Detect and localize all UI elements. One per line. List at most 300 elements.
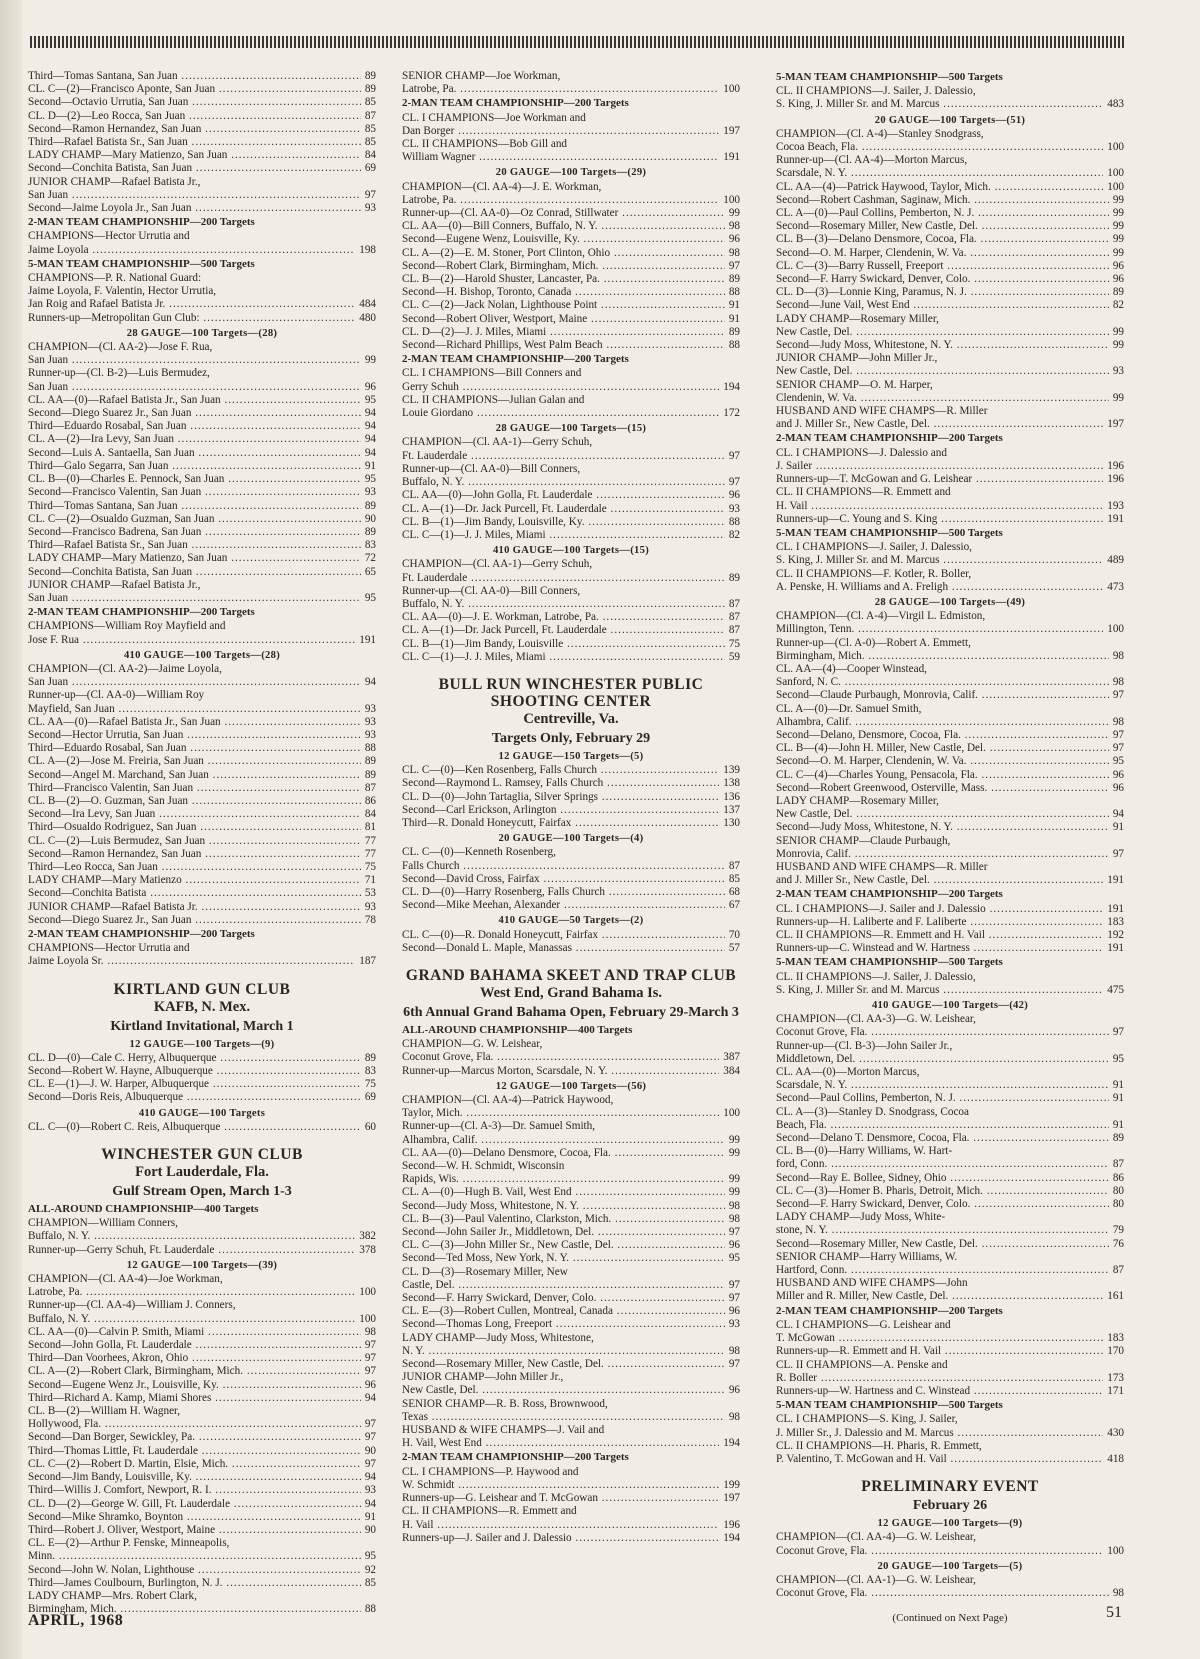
result-entry [402, 1147, 740, 1160]
entry-line: Runner-up—(Cl. A-3)—Dr. Samuel Smith, [402, 1120, 596, 1133]
entry-score: 97 [728, 1278, 740, 1291]
entry-score: 100 [723, 1107, 740, 1120]
entry-score: 97 [364, 1418, 376, 1431]
club-name: PRELIMINARY EVENT [861, 1478, 1039, 1496]
entry-score: 183 [1107, 1332, 1124, 1345]
entry-score: 77 [364, 847, 376, 860]
result-entry [402, 286, 740, 299]
entry-name: San Juan ..... [28, 381, 361, 394]
entry-name: Millington, Tenn. ..... [776, 623, 1103, 636]
result-entry [402, 1134, 740, 1147]
entry-score: 96 [1112, 273, 1124, 286]
entry-score: 192 [1107, 929, 1124, 941]
result-entry [402, 247, 740, 260]
entry-score: 96 [1112, 781, 1124, 794]
entry-score: 89 [364, 70, 376, 82]
result-entry [28, 1091, 376, 1104]
result-entry [776, 755, 1124, 768]
entry-name: CL. B—(4)—John H. Miller, New Castle, Del. ..... [776, 742, 1109, 755]
entry-name: CL. C—(2)—Luis Bermudez, San Juan ..... [28, 835, 361, 848]
entry-line: Runner-up—(Cl. B-2)—Luis Bermudez, [28, 367, 210, 380]
championship-heading: 5-MAN TEAM CHAMPIONSHIP—500 Targets [28, 257, 255, 270]
result-entry [776, 1079, 1124, 1092]
entry-score: 97 [728, 1292, 740, 1305]
entry-score: 387 [723, 1051, 740, 1064]
result-entry [402, 516, 740, 529]
entry-name: New Castle, Del. ..... [776, 326, 1109, 339]
entry-score: 75 [364, 1078, 376, 1091]
result-entry [402, 125, 740, 138]
gauge-heading: 12 GAUGE—150 Targets—(5) [498, 750, 644, 762]
entry-name: Runners-up—H. Laliberte and F. Laliberte ..... [776, 916, 1103, 929]
entry-name: CL. II CHAMPIONS—R. Emmett and H. Vail ..... [776, 929, 1103, 942]
entry-name: Buffalo, N. Y. ..... [402, 476, 725, 489]
entry-score: 72 [364, 552, 376, 565]
result-entry [402, 1200, 740, 1213]
result-entry [402, 942, 740, 955]
result-entry [776, 848, 1124, 861]
entry-score: 99 [1112, 220, 1124, 233]
entry-name: Second—Donald L. Maple, Manassas ..... [402, 942, 725, 955]
result-entry [28, 513, 376, 526]
entry-line: LADY CHAMP—Judy Moss, White- [776, 1211, 946, 1224]
entry-score: 85 [364, 122, 376, 135]
result-entry [776, 903, 1124, 916]
entry-line: CHAMPIONS—Hector Urrutia and [28, 942, 190, 955]
result-entry [28, 874, 376, 887]
entry-name: and J. Miller Sr., New Castle, Del. ..... [776, 874, 1103, 887]
entry-name: S. King, J. Miller Sr. and M. Marcus ..... [776, 98, 1103, 111]
entry-line: CL. B—(2)—William H. Wagner, [28, 1405, 181, 1418]
entry-name: Third—Tomas Santana, San Juan ..... [28, 70, 361, 83]
result-entry [776, 392, 1124, 405]
result-entry [402, 1239, 740, 1252]
entry-name: Runners-up—J. Sailer and J. Dalessio ..... [402, 1532, 719, 1545]
entry-score: 82 [728, 528, 740, 541]
entry-score: 95 [364, 473, 376, 486]
championship-heading: 2-MAN TEAM CHAMPIONSHIP—200 Targets [776, 1304, 1003, 1317]
entry-line: CL. II CHAMPIONS—Bob Gill and [402, 138, 568, 151]
entry-score: 98 [728, 246, 740, 259]
entry-score: 91 [1112, 1118, 1124, 1131]
entry-score: 85 [364, 1576, 376, 1589]
result-entry [28, 729, 376, 742]
entry-name: Second—Dan Borger, Sewickley, Pa. ..... [28, 1431, 361, 1444]
entry-score: 99 [1112, 325, 1124, 338]
result-entry [776, 167, 1124, 180]
entry-name: Alhambra, Calif. ..... [402, 1134, 725, 1147]
entry-score: 418 [1107, 1452, 1124, 1465]
result-entry [776, 326, 1124, 339]
entry-name: CL. A—(1)—Dr. Jack Purcell, Ft. Lauderdale ..... [402, 624, 725, 637]
championship-heading: 5-MAN TEAM CHAMPIONSHIP—500 Targets [776, 956, 1003, 969]
result-entry [28, 381, 376, 394]
entry-score: 187 [359, 955, 376, 968]
entry-line: CHAMPION—(Cl. AA-4)—Joe Workman, [28, 1273, 223, 1286]
entry-name: Hollywood, Fla. ..... [28, 1418, 361, 1431]
entry-line: CL. AA—(0)—Morton Marcus, [776, 1066, 920, 1079]
continued-note: (Continued on Next Page) [892, 1612, 1008, 1625]
entry-name: Runner-up—Marcus Morton, Scarsdale, N. Y. ..... [402, 1065, 719, 1078]
entry-name: Third—Willis J. Comfort, Newport, R. I. ..... [28, 1484, 361, 1497]
entry-score: 91 [364, 459, 376, 472]
entry-name: Middletown, Del. ..... [776, 1053, 1109, 1066]
entry-name: Second—Claude Purbaugh, Monrovia, Calif. ..... [776, 689, 1109, 702]
entry-name: Latrobe, Pa. ..... [402, 83, 719, 96]
entry-name: Buffalo, N. Y. ..... [402, 598, 725, 611]
entry-score: 98 [364, 1325, 376, 1338]
entry-name: Second—Carl Erickson, Arlington ..... [402, 804, 719, 817]
entry-line: Runner-up—(Cl. AA-0)—William Roy [28, 689, 205, 702]
result-entry [28, 1511, 376, 1524]
entry-line: CHAMPION—(Cl. AA-1)—Gerry Schuh, [402, 558, 593, 571]
result-entry [402, 1384, 740, 1397]
result-entry [402, 503, 740, 516]
entry-name: Runner-up—(Cl. AA-0)—Oz Conrad, Stillwater ..... [402, 207, 725, 220]
entry-score: 161 [1107, 1290, 1124, 1303]
entry-name: Sanford, N. C. ..... [776, 676, 1109, 689]
entry-score: 99 [1112, 207, 1124, 220]
entry-name: Third—Eduardo Rosabal, San Juan ..... [28, 420, 361, 433]
result-entry [28, 901, 376, 914]
entry-name: CL. E—(1)—J. W. Harper, Albuquerque ..... [28, 1078, 361, 1091]
entry-name: CL. AA—(0)—Rafael Batista Jr., San Juan ..... [28, 394, 361, 407]
entry-name: CL. E—(3)—Robert Cullen, Montreal, Canada ..... [402, 1305, 725, 1318]
entry-name: Miller and R. Miller, New Castle, Del. ..... [776, 1290, 1103, 1303]
entry-score: 97 [1112, 742, 1124, 755]
entry-line: LADY CHAMP—Rosemary Miller, [776, 312, 939, 325]
result-entry [402, 233, 740, 246]
entry-score: 489 [1107, 554, 1124, 567]
entry-name: Jaime Loyola Sr. ..... [28, 955, 355, 968]
entry-score: 91 [1112, 821, 1124, 834]
entry-score: 98 [728, 1212, 740, 1225]
entry-score: 76 [1112, 1237, 1124, 1250]
result-entry [28, 742, 376, 755]
entry-score: 99 [728, 1186, 740, 1199]
entry-score: 100 [359, 1312, 376, 1325]
entry-score: 88 [728, 515, 740, 528]
entry-score: 191 [359, 633, 376, 646]
result-entry [28, 539, 376, 552]
result-entry [402, 1519, 740, 1532]
entry-score: 88 [364, 1603, 376, 1616]
entry-line: CL. I CHAMPIONS—S. King, J. Sailer, [776, 1413, 958, 1426]
result-entry [28, 703, 376, 716]
entry-score: 100 [359, 1286, 376, 1299]
entry-name: Second—June Vail, West End ..... [776, 299, 1109, 312]
entry-line: CHAMPION—G. W. Leishear, [402, 1038, 543, 1051]
entry-name: Second—Doris Reis, Albuquerque ..... [28, 1091, 361, 1104]
result-entry [776, 729, 1124, 742]
championship-heading: 2-MAN TEAM CHAMPIONSHIP—200 Targets [402, 353, 629, 366]
result-entry [28, 394, 376, 407]
result-entry [776, 1332, 1124, 1345]
result-entry [28, 1313, 376, 1326]
result-entry [776, 299, 1124, 312]
entry-score: 94 [364, 420, 376, 433]
entry-score: 89 [364, 1051, 376, 1064]
entry-score: 80 [1112, 1198, 1124, 1211]
entry-score: 86 [364, 794, 376, 807]
entry-score: 80 [1112, 1184, 1124, 1197]
result-entry [776, 98, 1124, 111]
entry-line: CL. AA—(4)—Cooper Winstead, [776, 662, 927, 675]
entry-name: San Juan ..... [28, 592, 361, 605]
entry-score: 193 [1107, 499, 1124, 512]
entry-line: SENIOR CHAMP—R. B. Ross, Brownwood, [402, 1397, 608, 1410]
result-entry [402, 764, 740, 777]
result-entry [402, 929, 740, 942]
entry-name: Second—John W. Nolan, Lighthouse ..... [28, 1564, 361, 1577]
entry-score: 191 [723, 151, 740, 164]
championship-heading: 2-MAN TEAM CHAMPIONSHIP—200 Targets [28, 606, 255, 619]
entry-score: 86 [1112, 1171, 1124, 1184]
column-1 [28, 70, 376, 1616]
entry-name: J. Miller Sr., J. Dalessio and M. Marcus ..... [776, 1427, 1103, 1440]
entry-score: 384 [723, 1064, 740, 1077]
entry-score: 139 [723, 764, 740, 777]
entry-name: Second—Ramon Hernandez, San Juan ..... [28, 848, 361, 861]
result-entry [28, 1550, 376, 1563]
club-name: KIRTLAND GUN CLUB [113, 980, 291, 998]
club-name: WINCHESTER GUN CLUB [101, 1146, 303, 1164]
entry-score: 196 [723, 1518, 740, 1531]
entry-name: stone, N. Y. ..... [776, 1224, 1109, 1237]
result-entry [28, 149, 376, 162]
entry-name: Second—Ray E. Bollee, Sidney, Ohio ..... [776, 1172, 1109, 1185]
entry-score: 95 [1112, 1052, 1124, 1065]
result-entry [402, 1213, 740, 1226]
club-name: GRAND BAHAMA SKEET AND TRAP CLUB [405, 966, 737, 984]
entry-name: Third—Richard A. Kamp, Miami Shores ..... [28, 1392, 361, 1405]
issue-date: APRIL, 1968 [28, 1612, 124, 1629]
entry-name: CL. D—(2)—Leo Rocca, San Juan ..... [28, 110, 361, 123]
result-entry [776, 769, 1124, 782]
result-entry [402, 299, 740, 312]
gauge-heading: 20 GAUGE—100 Targets—(4) [498, 833, 644, 845]
entry-line: CHAMPION—(Cl. A-4)—Virgil L. Edmiston, [776, 610, 986, 623]
gauge-heading: 12 GAUGE—100 Targets—(39) [126, 1259, 278, 1271]
entry-score: 99 [1112, 339, 1124, 352]
entry-score: 89 [364, 755, 376, 768]
result-entry [776, 194, 1124, 207]
entry-score: 97 [1112, 847, 1124, 860]
result-entry [402, 638, 740, 651]
entry-name: Runners-up—R. Emmett and H. Vail ..... [776, 1345, 1103, 1358]
entry-name: Second—Paul Collins, Pemberton, N. J. ..... [776, 1092, 1109, 1105]
entry-score: 75 [364, 860, 376, 873]
result-entry [776, 742, 1124, 755]
entry-name: Latrobe, Pa. ..... [402, 194, 719, 207]
entry-name: Second—Diego Suarez Jr., San Juan ..... [28, 407, 361, 420]
entry-name: Castle, Del. ..... [402, 1279, 725, 1292]
entry-score: 97 [364, 188, 376, 201]
entry-score: 88 [728, 339, 740, 352]
result-entry [28, 1524, 376, 1537]
entry-name: S. King, J. Miller Sr. and M. Marcus ..... [776, 984, 1103, 997]
entry-name: Third—R. Donald Honeycutt, Fairfax ..... [402, 817, 719, 830]
club-location: Fort Lauderdale, Fla. [135, 1164, 269, 1181]
result-entry [28, 433, 376, 446]
entry-name: CL. A—(0)—Hugh B. Vail, West End ..... [402, 1186, 725, 1199]
result-entry [402, 1292, 740, 1305]
result-entry [28, 473, 376, 486]
entry-score: 199 [723, 1478, 740, 1491]
result-entry [776, 929, 1124, 942]
entry-name: Second—Mike Shramko, Boynton ..... [28, 1511, 361, 1524]
entry-score: 171 [1107, 1384, 1124, 1397]
entry-name: Second—Francisco Valentin, San Juan ..... [28, 486, 361, 499]
result-entry [402, 1411, 740, 1424]
result-entry [28, 955, 376, 968]
entry-score: 94 [364, 1391, 376, 1404]
result-entry [776, 1119, 1124, 1132]
entry-score: 172 [723, 407, 740, 420]
entry-line: CHAMPION—(Cl. AA-2)—Jaime Loyola, [28, 662, 222, 675]
entry-name: Alhambra, Calif. ..... [776, 716, 1109, 729]
entry-score: 98 [728, 1344, 740, 1357]
championship-heading: 2-MAN TEAM CHAMPIONSHIP—200 Targets [776, 888, 1003, 901]
entry-name: CL. A—(0)—Paul Collins, Pemberton, N. J. ..... [776, 207, 1109, 220]
entry-name: Second—Raymond L. Ramsey, Falls Church ..... [402, 777, 719, 790]
entry-score: 87 [1112, 1158, 1124, 1171]
entry-name: CL. B—(3)—Paul Valentino, Clarkston, Mich. ..... [402, 1213, 725, 1226]
entry-line: CHAMPION—(Cl. AA-4)—Patrick Haywood, [402, 1094, 614, 1106]
result-entry [28, 592, 376, 605]
entry-score: 69 [364, 1091, 376, 1104]
entry-score: 97 [364, 1431, 376, 1444]
entry-score: 378 [359, 1243, 376, 1256]
championship-heading: ALL-AROUND CHAMPIONSHIP—400 Targets [402, 1023, 633, 1036]
entry-line: CL. A—(3)—Stanley D. Snodgrass, Cocoa [776, 1105, 969, 1118]
entry-score: 170 [1107, 1345, 1124, 1358]
entry-name: CL. AA—(4)—Patrick Haywood, Taylor, Mich. ..... [776, 181, 1103, 194]
entry-name: Second—Robert Oliver, Westport, Maine ..... [402, 313, 725, 326]
entry-line: LADY CHAMP—Judy Moss, Whitestone, [402, 1331, 594, 1344]
entry-name: Runners-up—T. McGowan and G. Leishear ..... [776, 473, 1103, 486]
result-entry [28, 1339, 376, 1352]
entry-name: San Juan ..... [28, 189, 361, 202]
result-entry [28, 716, 376, 729]
entry-name: Second—F. Harry Swickard, Denver, Colo. ..... [776, 1198, 1109, 1211]
result-entry [28, 861, 376, 874]
result-entry [776, 808, 1124, 821]
entry-line: CHAMPION—(Cl. A-4)—Stanley Snodgrass, [776, 127, 984, 140]
entry-score: 97 [364, 1352, 376, 1365]
entry-score: 93 [1112, 365, 1124, 378]
page-number: 51 [1106, 1604, 1122, 1621]
entry-line: CL. I CHAMPIONS—J. Dalessio and [776, 446, 947, 459]
entry-score: 93 [364, 900, 376, 913]
entry-score: 98 [1112, 1587, 1124, 1600]
entry-score: 95 [364, 1550, 376, 1563]
entry-name: San Juan ..... [28, 354, 361, 367]
entry-score: 75 [728, 637, 740, 650]
result-entry [776, 260, 1124, 273]
result-entry [402, 1173, 740, 1186]
gauge-heading: 28 GAUGE—100 Targets—(49) [874, 596, 1026, 608]
entry-name: Second—Ted Moss, New York, N. Y. ..... [402, 1252, 725, 1265]
entry-name: Second—Thomas Long, Freeport ..... [402, 1318, 725, 1331]
entry-score: 194 [723, 1437, 740, 1450]
entry-name: Second—Conchita Batista, San Juan ..... [28, 162, 361, 175]
result-entry [28, 1577, 376, 1590]
entry-name: Third—Francisco Valentin, San Juan ..... [28, 782, 361, 795]
entry-line: Second—W. H. Schmidt, Wisconsin [402, 1160, 565, 1173]
entry-name: CL. C—(2)—Robert D. Martin, Elsie, Mich. ..... [28, 1458, 361, 1471]
entry-name: N. Y. ..... [402, 1345, 725, 1358]
result-entry [776, 874, 1124, 887]
entry-score: 53 [364, 887, 376, 900]
entry-name: Third—Rafael Batista Sr., San Juan ..... [28, 136, 361, 149]
entry-name: Second—Angel M. Marchand, San Juan ..... [28, 769, 361, 782]
result-entry [402, 777, 740, 790]
result-entry [28, 1244, 376, 1257]
entry-score: 89 [728, 325, 740, 338]
championship-heading: 2-MAN TEAM CHAMPIONSHIP—200 Targets [28, 216, 255, 229]
result-entry [28, 1471, 376, 1484]
entry-score: 97 [728, 1358, 740, 1371]
entry-line: HUSBAND & WIFE CHAMPS—J. Vail and [402, 1424, 605, 1437]
entry-score: 480 [359, 311, 376, 324]
entry-line: CL. I CHAMPIONS—G. Leishear and [776, 1318, 951, 1331]
entry-name: Mayfield, San Juan ..... [28, 703, 361, 716]
entry-score: 96 [1112, 768, 1124, 781]
result-entry [402, 151, 740, 164]
entry-name: Second—Robert W. Hayne, Albuquerque ..... [28, 1065, 361, 1078]
result-entry [776, 1290, 1124, 1303]
entry-name: CL. AA—(0)—Rafael Batista Jr., San Juan ..... [28, 716, 361, 729]
entry-name: Second—Octavio Urrutia, San Juan ..... [28, 96, 361, 109]
entry-name: Second—Diego Suarez Jr., San Juan ..... [28, 914, 361, 927]
result-entry [28, 1078, 376, 1091]
entry-score: 87 [728, 611, 740, 624]
entry-score: 83 [364, 539, 376, 552]
entry-name: Second—Judy Moss, Whitestone, N. Y. ..... [402, 1200, 725, 1213]
result-entry [776, 207, 1124, 220]
entry-score: 95 [1112, 755, 1124, 768]
entry-score: 98 [1112, 715, 1124, 728]
entry-name: Second—Luis A. Santaella, San Juan ..... [28, 447, 361, 460]
result-entry [28, 1392, 376, 1405]
result-entry [776, 1053, 1124, 1066]
entry-name: J. Sailer ..... [776, 460, 1103, 473]
entry-score: 194 [723, 1531, 740, 1544]
entry-line: CL. II CHAMPIONS—R. Emmett and [776, 486, 951, 499]
result-entry [402, 1358, 740, 1371]
entry-score: 84 [364, 149, 376, 162]
entry-score: 100 [1107, 141, 1124, 154]
entry-name: Beach, Fla. ..... [776, 1119, 1109, 1132]
entry-score: 95 [728, 1252, 740, 1265]
entry-score: 97 [728, 1226, 740, 1239]
entry-score: 89 [728, 273, 740, 286]
entry-score: 91 [364, 1510, 376, 1523]
entry-score: 94 [364, 433, 376, 446]
entry-score: 88 [728, 286, 740, 299]
entry-name: Third—Osualdo Rodriguez, San Juan ..... [28, 821, 361, 834]
entry-name: Monrovia, Calif. ..... [776, 848, 1109, 861]
championship-heading: 2-MAN TEAM CHAMPIONSHIP—200 Targets [28, 928, 255, 940]
result-entry [28, 1484, 376, 1497]
result-entry [402, 1226, 740, 1239]
entry-score: 91 [728, 312, 740, 325]
result-entry [776, 365, 1124, 378]
result-entry [402, 1492, 740, 1505]
entry-score: 98 [1112, 676, 1124, 689]
entry-name: Second—Jim Bandy, Louisville, Ky. ..... [28, 1471, 361, 1484]
